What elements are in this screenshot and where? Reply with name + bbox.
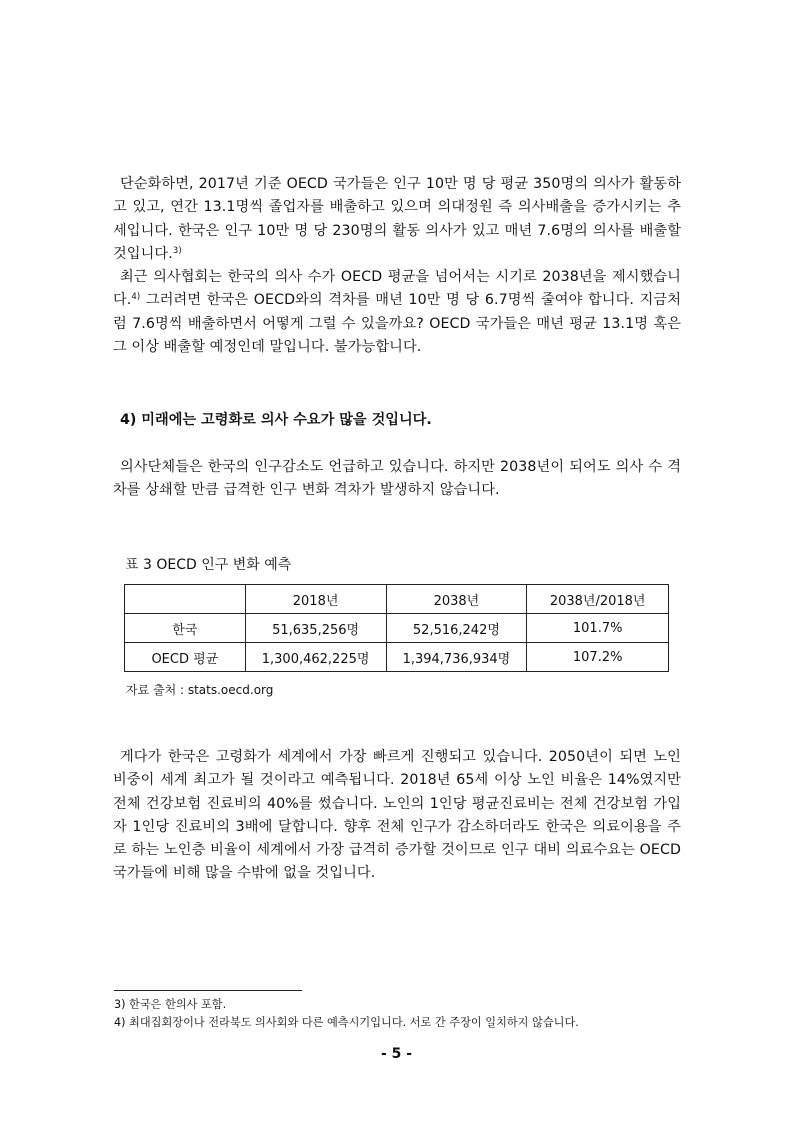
section-heading: 4) 미래에는 고령화로 의사 수요가 많을 것입니다. — [120, 412, 432, 428]
paragraph-2038-projection-text-b: 그러려면 한국은 OECD와의 격차를 매년 10만 명 당 6.7명씩 줄여야 합니다. 지금처럼 7.6명씩 배출하면서 어떻게 그럴 수 있을까요? OECD 국가들은 매년 평균 13.1명 혹은 그 이상 배출할 예정인데 말입니다. 불가능합니다. — [113, 292, 681, 355]
footnote-ref-3[interactable]: 3) — [172, 245, 182, 256]
paragraph-aging-text: 게다가 한국은 고령화가 세계에서 가장 빠르게 진행되고 있습니다. 2050년이 되면 노인 비중이 세계 최고가 될 것이라고 예측됩니다. 2018년 65세 이상 노인 비율은 14%였지만 전체 건강보험 진료비의 40%를 썼습니다. 노인의 1인당 평균진료비는 전체 건강보험 가입자 1인당 진료비의 3배에 달합니다. 향후 전체 인구가 감소하더라도 한국은 의료이용을 주로 하는 노인층 비율이 세계에서 가장 급격히 증가할 것이므로 인구 대비 의료수요는 OECD 국가들에 비해 많을 수밖에 없을 것입니다. — [113, 749, 681, 882]
table-source: 자료 출처 : stats.oecd.org — [126, 683, 274, 697]
table-row — [125, 643, 669, 672]
table-cell: 한국 — [125, 614, 246, 643]
footnote-3: 3) 한국은 한의사 포함. — [114, 998, 227, 1011]
paragraph-2038-projection — [113, 266, 681, 359]
footnote-4: 4) 최대집회장이나 전라북도 의사회와 다른 예측시기입니다. 서로 간 주장이 일치하지 않습니다. — [114, 1015, 579, 1029]
table-cell: 101.7% — [527, 614, 669, 643]
table-cell: 1,394,736,934명 — [386, 643, 527, 672]
paragraph-population-decline-text: 의사단체들은 한국의 인구감소도 언급하고 있습니다. 하지만 2038년이 되어도 의사 수 격차를 상쇄할 만큼 급격한 인구 변화 격차가 발생하지 않습니다. — [113, 459, 681, 499]
table-header-cell — [125, 585, 246, 614]
table-header-row — [125, 585, 669, 614]
page-number: - 5 - — [380, 1046, 413, 1062]
table-cell: 51,635,256명 — [245, 614, 386, 643]
table-cell: 52,516,242명 — [386, 614, 527, 643]
table-header-cell: 2038년/2018년 — [527, 585, 669, 614]
table-caption: 표 3 OECD 인구 변화 예측 — [125, 557, 292, 573]
paragraph-doctor-supply-text: 단순화하면, 2017년 기준 OECD 국가들은 인구 10만 명 당 평균 350명의 의사가 활동하고 있고, 연간 13.1명씩 졸업자를 배출하고 있으며 의대정원 즉 의사배출을 증가시키는 추세입니다. 한국은 인구 10만 명 당 230명의 활동 의사가 있고 매년 7.6명의 의사를 배출할 것입니다. — [113, 176, 681, 262]
table-header-cell: 2038년 — [386, 585, 527, 614]
table-cell: 107.2% — [527, 643, 669, 672]
footnotes — [114, 996, 579, 1031]
footnote-ref-4[interactable]: 4) — [131, 292, 141, 303]
table-cell: 1,300,462,225명 — [245, 643, 386, 672]
paragraph-aging — [113, 746, 681, 886]
population-table — [124, 584, 669, 672]
table-header-cell: 2018년 — [245, 585, 386, 614]
table-row — [125, 614, 669, 643]
footnote-divider — [114, 990, 302, 991]
paragraph-2038-projection-text-a: 최근 의사협회는 한국의 의사 수가 OECD 평균을 넘어서는 시기로 2038년을 제시했습니다. — [113, 269, 681, 309]
paragraph-doctor-supply — [113, 173, 681, 266]
table-cell: OECD 평균 — [125, 643, 246, 672]
paragraph-population-decline — [113, 456, 681, 503]
